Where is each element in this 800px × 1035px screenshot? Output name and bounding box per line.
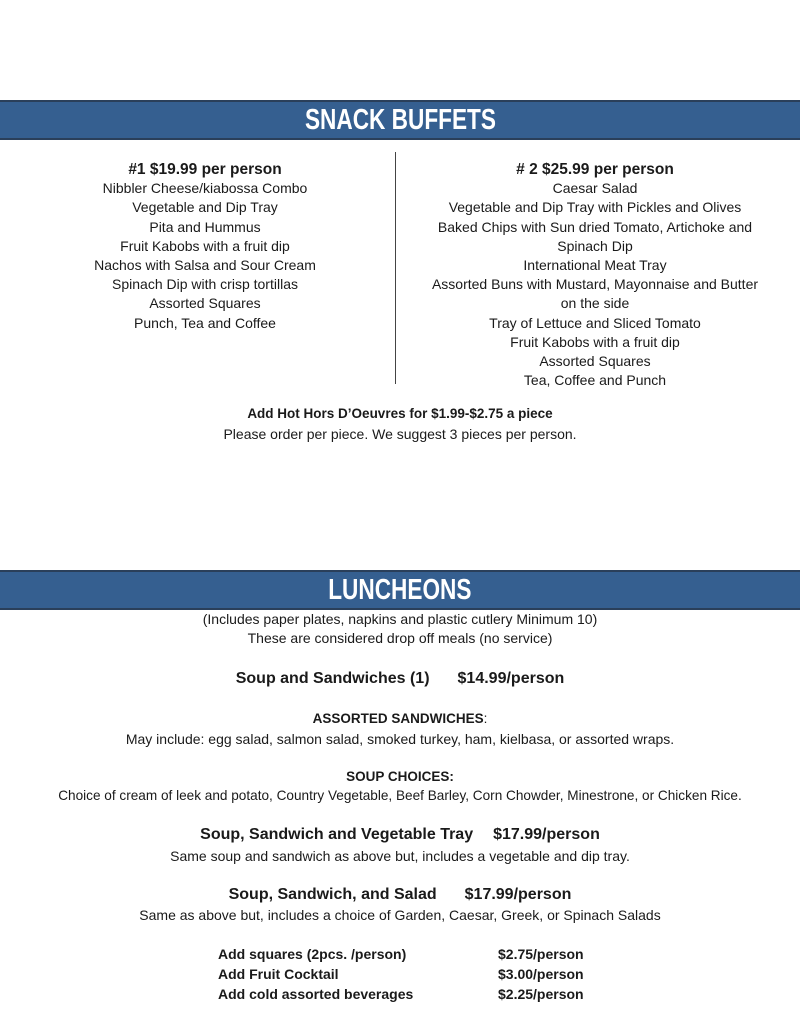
sandwiches-description: May include: egg salad, salmon salad, smoked turkey, ham, kielbasa, or assorted wraps. <box>125 731 675 747</box>
colon: : <box>483 711 488 726</box>
list-item: Assorted Buns with Mustard, Mayonnaise and Butter <box>431 276 759 293</box>
list-item: Vegetable and Dip Tray <box>132 199 278 216</box>
addon-label: Add Fruit Cocktail <box>218 966 339 982</box>
list-item: Tea, Coffee and Punch <box>523 372 667 389</box>
addon-price: $3.00/person <box>498 966 584 982</box>
list-item: Fruit Kabobs with a fruit dip <box>120 237 290 254</box>
list-item: Caesar Salad <box>552 180 638 197</box>
luncheon-intro-1: (Includes paper plates, napkins and plastic cutlery Minimum 10) <box>202 611 598 627</box>
option-soup-sandwich-salad <box>0 886 800 904</box>
list-item: Fruit Kabobs with a fruit dip <box>510 333 680 350</box>
addon-price: $2.75/person <box>498 946 584 962</box>
list-item: International Meat Tray <box>523 257 667 274</box>
buffet-2-heading: # 2 $25.99 per person <box>516 161 674 178</box>
list-item: Spinach Dip with crisp tortillas <box>112 276 298 293</box>
hot-hors-doeuvres-note: Please order per piece. We suggest 3 pieces per person. <box>223 426 577 442</box>
list-item: Nachos with Salsa and Sour Cream <box>94 257 316 274</box>
luncheon-intro-2: These are considered drop off meals (no service) <box>247 630 553 646</box>
option-price: $14.99/person <box>457 670 565 687</box>
addon-price: $2.25/person <box>498 986 584 1002</box>
soup-description: Choice of cream of leek and potato, Country Vegetable, Beef Barley, Corn Chowder, Minestrone, or Chicken Rice. <box>58 788 742 803</box>
snack-buffets-banner <box>0 100 800 140</box>
list-item: on the side <box>560 295 630 312</box>
list-item: Nibbler Cheese/kiabossa Combo <box>102 180 308 197</box>
list-item: Assorted Squares <box>149 295 261 312</box>
buffet-2-column <box>420 160 770 390</box>
option-price: $17.99/person <box>493 826 600 843</box>
sandwiches-heading <box>0 711 800 726</box>
list-item: Spinach Dip <box>557 237 633 254</box>
list-item: Vegetable and Dip Tray with Pickles and Olives <box>448 199 742 216</box>
hot-hors-doeuvres-heading: Add Hot Hors D’Oeuvres for $1.99-$2.75 a piece <box>247 406 553 421</box>
option-3-description: Same as above but, includes a choice of Garden, Caesar, Greek, or Spinach Salads <box>139 907 661 923</box>
addon-label: Add squares (2pcs. /person) <box>218 946 407 962</box>
section-title: SNACK BUFFETS <box>304 104 496 136</box>
option-soup-sandwiches <box>0 670 800 688</box>
list-item: Punch, Tea and Coffee <box>134 314 276 331</box>
heading-text: ASSORTED SANDWICHES <box>312 711 484 726</box>
section-title: LUNCHEONS <box>328 574 472 606</box>
buffet-1-heading: #1 $19.99 per person <box>128 161 282 178</box>
option-2-description: Same soup and sandwich as above but, includes a vegetable and dip tray. <box>170 848 630 864</box>
column-divider <box>395 152 396 384</box>
list-item: Baked Chips with Sun dried Tomato, Artichoke and <box>437 218 753 235</box>
list-item: Assorted Squares <box>539 353 651 370</box>
list-item: Tray of Lettuce and Sliced Tomato <box>489 314 701 331</box>
addon-label: Add cold assorted beverages <box>218 986 414 1002</box>
soup-heading: SOUP CHOICES: <box>346 769 454 784</box>
option-name: Soup, Sandwich and Vegetable Tray <box>200 826 474 843</box>
option-name: Soup, Sandwich, and Salad <box>228 886 437 903</box>
option-name: Soup and Sandwiches (1) <box>235 670 430 687</box>
buffet-1-column <box>55 160 355 333</box>
list-item: Pita and Hummus <box>149 218 261 235</box>
luncheons-banner <box>0 570 800 610</box>
option-soup-sandwich-veg <box>0 826 800 844</box>
option-price: $17.99/person <box>464 886 572 903</box>
